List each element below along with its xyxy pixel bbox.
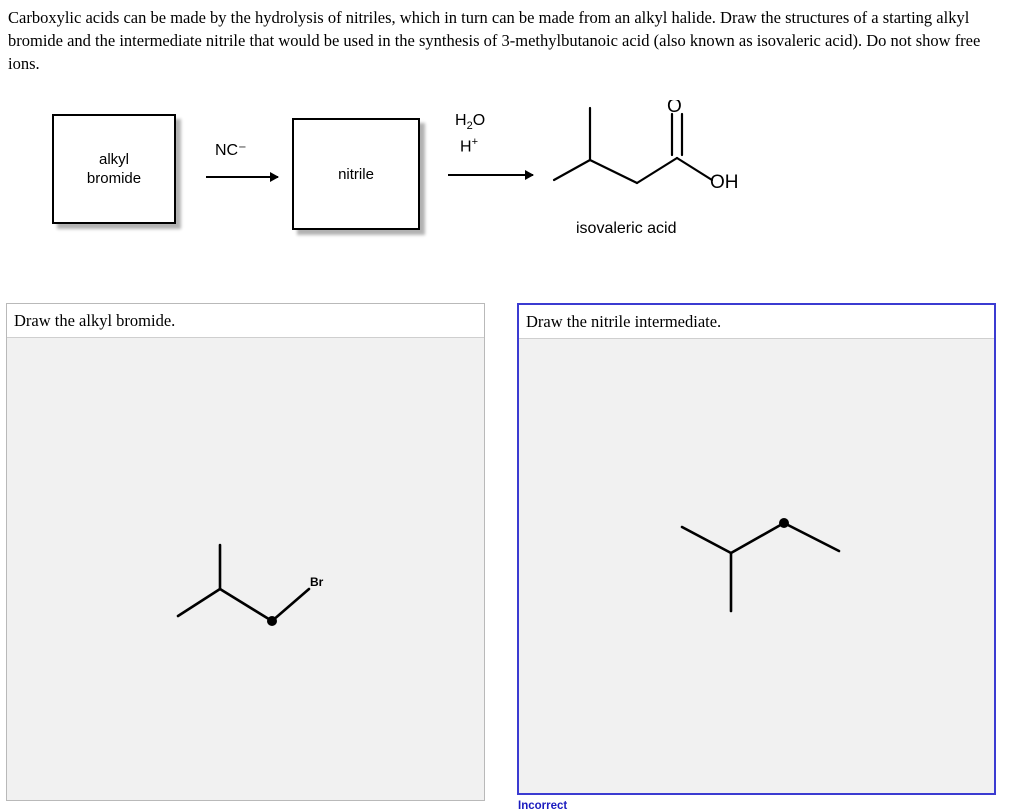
box-alkyl-bromide-line1: alkyl (98, 151, 129, 168)
answer-panel-nitrile[interactable] (517, 303, 996, 795)
alkyl-bromide-sketch[interactable] (7, 338, 484, 800)
question-text: Carboxylic acids can be made by the hydrolysis of nitriles, which in turn can be made from an alkyl halide. Draw the structures of a starting alkyl bromide and the intermediate nitrile that would be used in the synthesis of 3-methylbutanoic acid (also known as isovaleric acid). Do not show free ions. (8, 8, 981, 73)
isovaleric-acid-structure (0, 100, 1024, 260)
reagent-cyanide-label: NC⁻ (215, 142, 247, 159)
box-nitrile-label: nitrile (338, 165, 374, 183)
panel-left-header: Draw the alkyl bromide. (7, 304, 484, 338)
hydroxyl-label: OH (710, 172, 739, 193)
reaction-scheme (0, 100, 1024, 260)
drawing-canvas-nitrile[interactable] (519, 339, 994, 793)
bromine-atom-label: Br (310, 575, 324, 589)
selected-atom-dot[interactable] (779, 518, 789, 528)
nitrile-sketch[interactable] (519, 339, 994, 793)
box-alkyl-bromide-line2: bromide (86, 170, 142, 187)
reagent-water-label: $H_2O$ (455, 112, 486, 133)
reagent-proton-label: H+ (460, 136, 478, 156)
product-caption: isovaleric acid (576, 220, 677, 237)
status-badge-incorrect: Incorrect (518, 800, 568, 812)
selected-atom-dot[interactable] (267, 616, 277, 626)
panel-right-header: Draw the nitrile intermediate. (519, 305, 994, 339)
drawing-canvas-alkyl-bromide[interactable] (7, 338, 484, 800)
carbonyl-oxygen-label: O (667, 100, 682, 117)
answer-panel-alkyl-bromide[interactable] (6, 303, 485, 801)
